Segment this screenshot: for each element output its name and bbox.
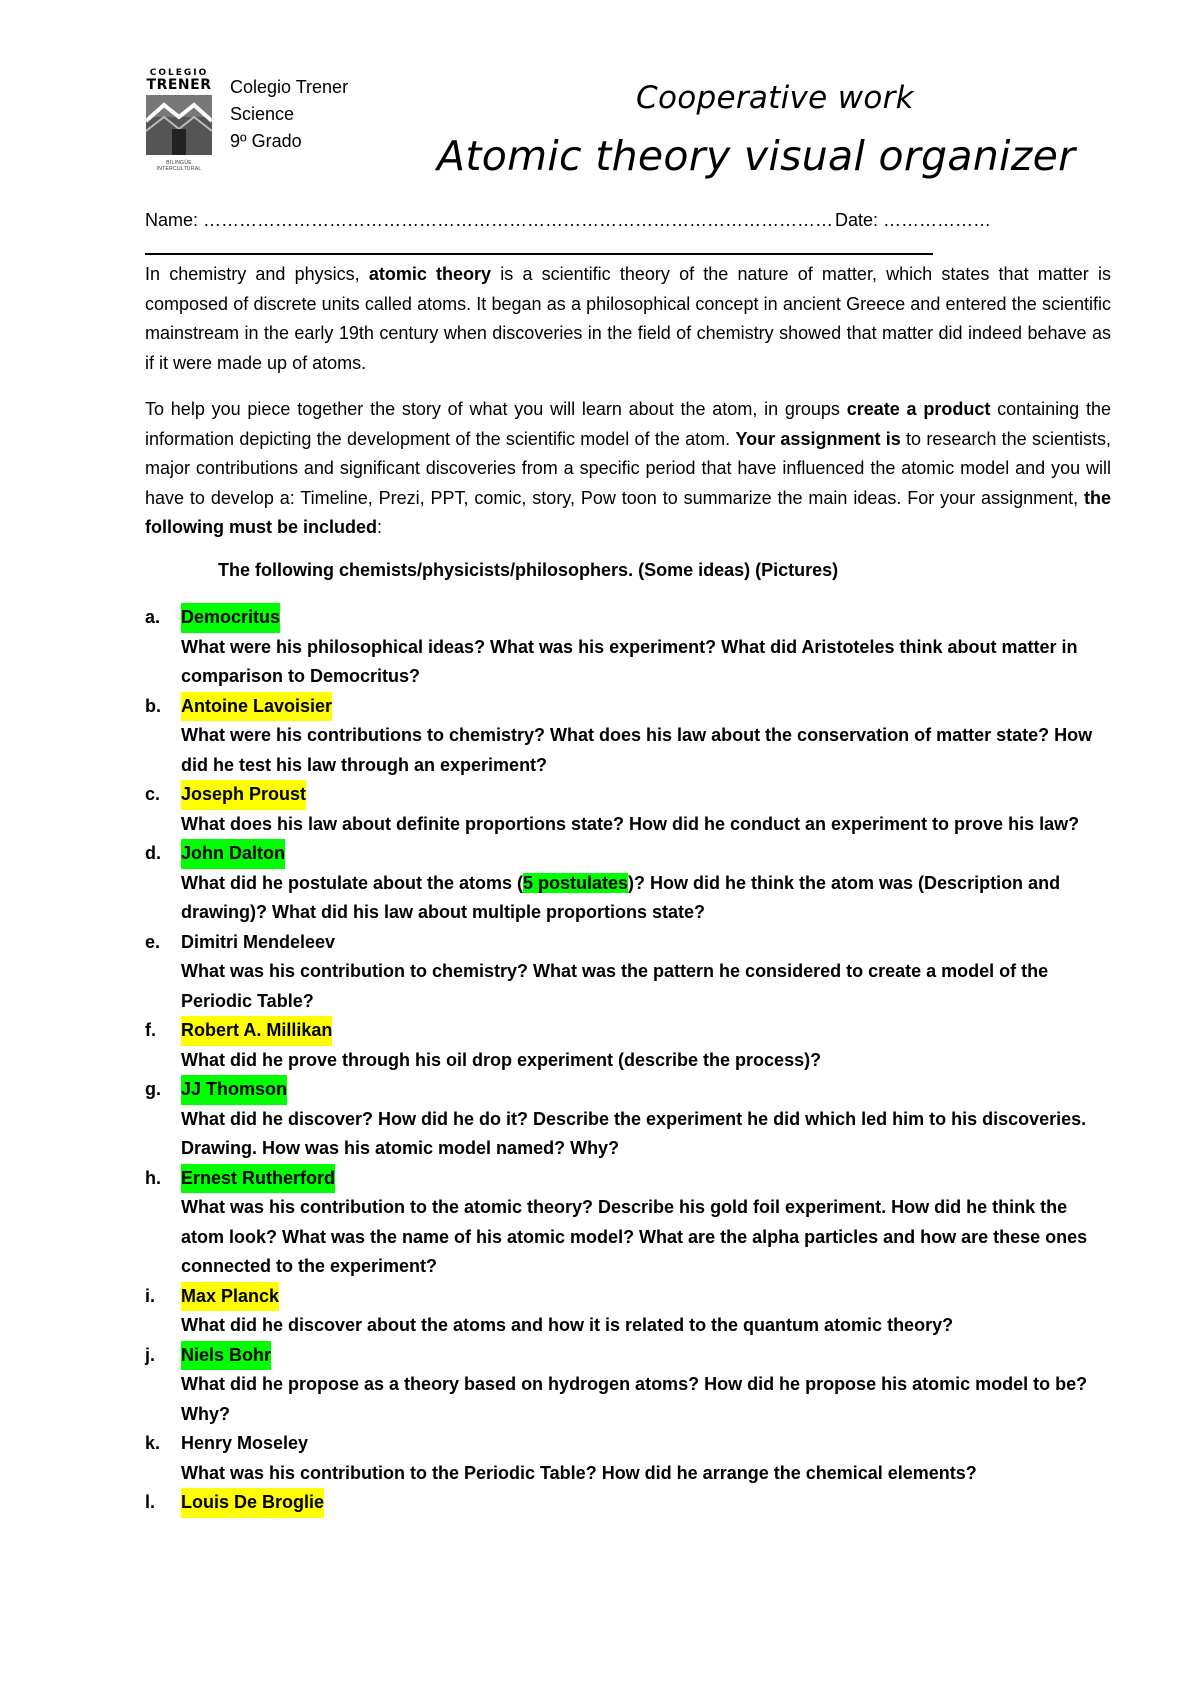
name-label: Name: — [145, 210, 199, 230]
list-item — [145, 1341, 1111, 1430]
atomic-theory-term: atomic theory — [368, 264, 492, 284]
scientist-question: What did he prove through his oil drop experiment (describe the process)? — [181, 1049, 822, 1070]
scientist-name: Henry Moseley — [181, 1433, 309, 1453]
scientist-name: Democritus — [181, 603, 280, 633]
list-item — [145, 692, 1111, 781]
item-letter: h. — [145, 1167, 161, 1188]
name-field — [145, 210, 833, 231]
worksheet-title: Atomic theory visual organizer — [437, 132, 1076, 180]
logo-sub-text: BILINGÜE INTERCULTURAL — [156, 160, 202, 172]
scientist-question: What does his law about definite proportions state? How did he conduct an experiment to prove his law? — [181, 813, 1080, 834]
item-letter: l. — [145, 1492, 156, 1512]
item-letter: g. — [145, 1079, 161, 1099]
item-letter: f. — [145, 1020, 156, 1040]
scientist-name: Ernest Rutherford — [181, 1164, 335, 1194]
list-item — [145, 603, 1111, 692]
item-letter: k. — [145, 1433, 161, 1453]
date-field — [835, 210, 991, 231]
subject-name: Science — [230, 104, 295, 124]
list-item — [145, 780, 1111, 839]
list-item — [145, 1488, 1111, 1518]
scientist-name: Louis De Broglie — [181, 1488, 324, 1518]
list-item — [145, 839, 1111, 928]
scientist-question: What were his contributions to chemistry? What does his law about the conservation of matter state? How did he test his law through an experiment? — [181, 725, 1093, 775]
intro-paragraph: In chemistry and physics, atomic theory is a scientific theory of the nature of matter, which states that matter is composed of discrete units called atoms. It began as a philosophical concept in ancient Greece and entered the scientific mainstream in the early 19th century when discoveries in the field of chemistry showed that matter did indeed behave as if it were made up of atoms. — [145, 264, 1111, 373]
list-item — [145, 1164, 1111, 1282]
item-letter: b. — [145, 695, 161, 716]
list-item — [145, 1429, 1111, 1488]
scientist-name: John Dalton — [181, 839, 285, 869]
item-letter: c. — [145, 784, 161, 804]
logo-top-text: COLEGIO — [149, 68, 209, 78]
scientists-subheading: The following chemists/physicists/philosophers. (Some ideas) (Pictures) — [218, 560, 839, 580]
scientist-question: What did he postulate about the atoms (5 postulates)? How did he think the atom was (Description and drawing)? What did his law about multiple proportions state? — [181, 872, 1061, 922]
scientist-name: Max Planck — [181, 1282, 279, 1312]
school-info — [230, 74, 348, 155]
scientist-list — [145, 603, 1111, 1518]
scientist-question: What were his philosophical ideas? What was his experiment? What did Aristoteles think about matter in comparison to Democritus? — [181, 636, 1078, 686]
worksheet-subtitle: Cooperative work — [636, 80, 914, 116]
assignment-paragraph: To help you piece together the story of what you will learn about the atom, in groups create a product containing the information depicting the development of the scientific model of the atom. Your assignment is to research the scientists, major contributions and significant discoveries from a specific period that have influenced the atomic model and you will have to develop a: Timeline, Prezi, PPT, comic, story, Pow toon to summarize the main ideas. For your assignment, the following must be included: — [145, 399, 1111, 537]
date-blank: ……………… — [883, 210, 992, 230]
scientist-name: Dimitri Mendeleev — [181, 931, 336, 952]
list-item — [145, 1282, 1111, 1341]
scientist-question: What was his contribution to the atomic theory? Describe his gold foil experiment. How did he think the atom look? What was the name of his atomic model? What are the alpha particles and how are these ones connected to the experiment? — [181, 1197, 1088, 1276]
scientist-question: What did he discover about the atoms and how it is related to the quantum atomic theory? — [181, 1315, 954, 1335]
scientist-question: What was his contribution to chemistry? What was the pattern he considered to create a model of the Periodic Table? — [181, 961, 1049, 1011]
scientist-name: Joseph Proust — [181, 780, 306, 810]
logo-emblem-icon — [146, 95, 212, 155]
school-logo — [146, 68, 212, 170]
scientist-name: Robert A. Millikan — [181, 1016, 332, 1046]
postulates-highlight: 5 postulates — [523, 872, 629, 893]
item-letter: d. — [145, 843, 161, 863]
list-item — [145, 928, 1111, 1017]
scientist-name: Antoine Lavoisier — [181, 692, 332, 722]
item-letter: j. — [145, 1344, 156, 1365]
list-item — [145, 1075, 1111, 1164]
scientist-question: What was his contribution to the Periodic Table? How did he arrange the chemical elements? — [181, 1462, 977, 1483]
list-item — [145, 1016, 1111, 1075]
scientist-name: Niels Bohr — [181, 1341, 271, 1371]
school-name: Colegio Trener — [230, 77, 349, 97]
scientist-question: What did he propose as a theory based on hydrogen atoms? How did he propose his atomic model to be? Why? — [181, 1374, 1088, 1424]
logo-main-text: TRENER — [146, 77, 212, 93]
item-letter: i. — [145, 1285, 156, 1306]
item-letter: e. — [145, 931, 161, 952]
divider-line — [145, 253, 933, 255]
grade-level: 9º Grado — [230, 131, 302, 151]
name-blank: …………………………………………………………………………………………… — [203, 210, 834, 230]
scientist-question: What did he discover? How did he do it? Describe the experiment he did which led him to his discoveries. Drawing. How was his atomic model named? Why? — [181, 1108, 1087, 1158]
date-label: Date: — [835, 210, 879, 230]
item-letter: a. — [145, 607, 161, 627]
scientist-name: JJ Thomson — [181, 1075, 287, 1105]
